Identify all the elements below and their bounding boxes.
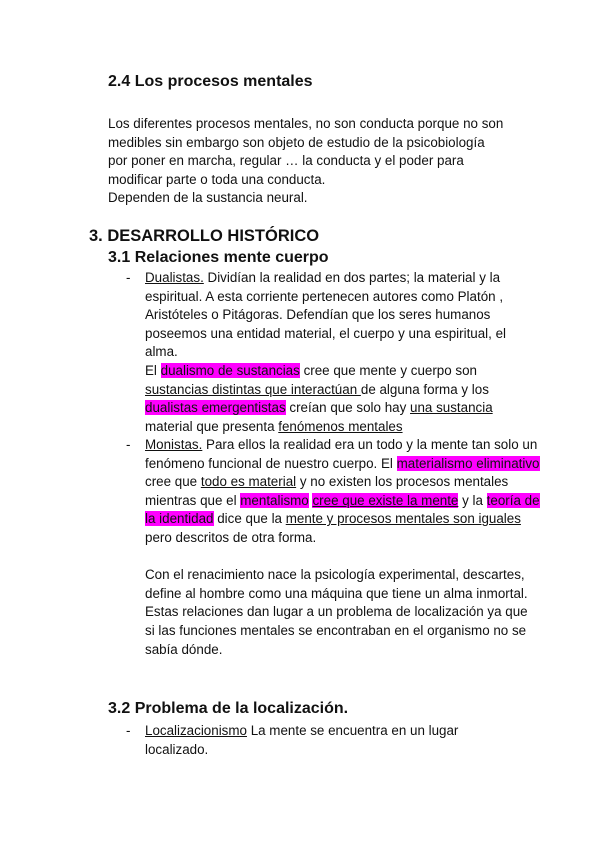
paragraph-line: Los diferentes procesos mentales, no son conducta porque no son xyxy=(108,116,504,131)
bullet-dash: - xyxy=(126,437,131,452)
bullet-dash: - xyxy=(126,270,131,285)
paragraph-line: medibles sin embargo son objeto de estudio de la psicobiología xyxy=(108,134,485,150)
dualistas-paragraph xyxy=(145,269,540,362)
highlight-dualistas-emergentistas: dualistas emergentistas xyxy=(145,400,286,416)
section-3-2-heading: 3.2 Problema de la localización. xyxy=(108,700,349,717)
paragraph-line: Dependen de la sustancia neural. xyxy=(108,190,308,206)
dualismo-paragraph: El dualismo de sustancias cree que mente y cuerpo son sustancias distintas que interactúan de alguna forma y los dualistas emergentistas creían que solo hay una sustancia material que presenta fenómenos mentales xyxy=(145,362,493,434)
localizacionismo-term: Localizacionismo xyxy=(145,723,247,738)
underline-fenomenos-mentales: fenómenos mentales xyxy=(278,418,403,434)
localizacion-paragraph: Estas relaciones dan lugar a un problema de localización ya que si las funciones mentales se encontraban en el organismo no se sabía dónde. xyxy=(145,604,528,657)
highlight-cree-que-existe-la-mente: cree que existe la mente xyxy=(312,492,459,508)
monistas-term: Monistas. xyxy=(145,437,203,452)
paragraph-line: por poner en marcha, regular … la conducta y el poder para xyxy=(108,153,464,169)
monistas-paragraph: Monistas. Para ellos la realidad era un todo y la mente tan solo un fenómeno funcional de nuestro cuerpo. El materialismo eliminativo cree que todo es material y no existen los procesos mentales mientras que el mentalismo cree que existe la mente y la teoría de la identidad dice que la mente y procesos mentales son iguales pero descritos de otra forma. xyxy=(145,437,540,545)
dualistas-text: Dividían la realidad en dos partes; la material y la espiritual. A esta corriente pertenecen autores como Platón , Aristóteles o Pitágoras. Defendían que los seres humanos poseemos una entidad material, el cuerpo y una espiritual, el alma. xyxy=(145,270,507,360)
bullet-dash: - xyxy=(126,723,131,738)
underline-todo-es-material: todo es material xyxy=(200,474,297,490)
highlight-teoria-de-la-identidad: teoría de la identidad xyxy=(145,492,540,527)
dualistas-block xyxy=(145,269,540,436)
dualistas-term: Dualistas. xyxy=(145,270,204,285)
highlight-dualismo-de-sustancias: dualismo de sustancias xyxy=(160,362,300,378)
underline-sustancias-distintas: sustancias distintas que interactúan xyxy=(145,381,361,397)
section-3-heading: 3. DESARROLLO HISTÓRICO xyxy=(89,227,320,245)
monistas-block xyxy=(145,436,540,659)
section-3-1-heading: 3.1 Relaciones mente cuerpo xyxy=(108,249,329,266)
highlight-mentalismo: mentalismo xyxy=(240,492,309,508)
underline-una-sustancia: una sustancia xyxy=(410,400,493,416)
section-2-4-heading: 2.4 Los procesos mentales xyxy=(108,73,313,90)
underline-mente-y-procesos: mente y procesos mentales son iguales xyxy=(285,511,521,527)
localizacionismo-paragraph: Localizacionismo La mente se encuentra en un lugar localizado. xyxy=(145,723,459,757)
highlight-materialismo-eliminativo: materialismo eliminativo xyxy=(396,455,540,471)
localizacionismo-block xyxy=(145,722,490,759)
paragraph-line: modificar parte o toda una conducta. xyxy=(108,171,326,187)
renacimiento-paragraph: Con el renacimiento nace la psicología experimental, descartes, define al hombre como una máquina que tiene un alma inmortal. xyxy=(145,567,528,601)
section-2-4-paragraph xyxy=(108,115,538,208)
